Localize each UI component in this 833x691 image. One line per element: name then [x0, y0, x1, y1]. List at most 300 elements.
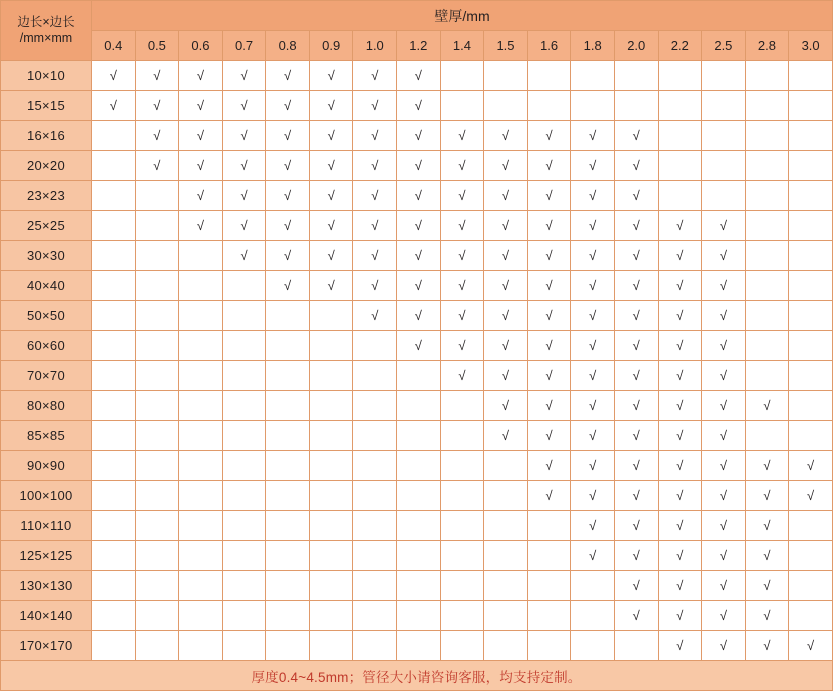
availability-cell-empty	[179, 331, 223, 361]
availability-cell-available	[397, 331, 441, 361]
availability-cell-empty	[789, 241, 833, 271]
availability-cell-empty	[92, 421, 136, 451]
availability-cell-empty	[135, 451, 179, 481]
check-icon: √	[632, 368, 640, 383]
availability-cell-empty	[222, 631, 266, 661]
availability-cell-available	[614, 181, 658, 211]
availability-cell-empty	[527, 631, 571, 661]
availability-cell-available	[571, 451, 615, 481]
table-row	[1, 451, 833, 481]
availability-cell-available	[658, 571, 702, 601]
check-icon: √	[414, 308, 422, 323]
check-icon: √	[676, 308, 684, 323]
availability-cell-empty	[309, 571, 353, 601]
availability-cell-available	[702, 421, 746, 451]
availability-cell-empty	[266, 631, 310, 661]
availability-cell-empty	[397, 391, 441, 421]
availability-cell-empty	[135, 571, 179, 601]
table-row	[1, 631, 833, 661]
check-icon: √	[589, 278, 597, 293]
check-icon: √	[676, 248, 684, 263]
check-icon: √	[458, 158, 466, 173]
check-icon: √	[545, 278, 553, 293]
check-icon: √	[327, 68, 335, 83]
availability-cell-empty	[440, 511, 484, 541]
check-icon: √	[109, 68, 117, 83]
check-icon: √	[458, 188, 466, 203]
availability-cell-empty	[745, 211, 789, 241]
availability-cell-empty	[179, 271, 223, 301]
check-icon: √	[545, 248, 553, 263]
availability-cell-available	[614, 571, 658, 601]
check-icon: √	[763, 398, 771, 413]
availability-cell-available	[702, 241, 746, 271]
availability-cell-empty	[222, 601, 266, 631]
availability-cell-available	[222, 61, 266, 91]
availability-cell-empty	[527, 571, 571, 601]
availability-cell-available	[702, 541, 746, 571]
row-header-size: 30×30	[1, 241, 92, 271]
availability-cell-empty	[702, 151, 746, 181]
check-icon: √	[719, 638, 727, 653]
availability-cell-available	[222, 151, 266, 181]
availability-cell-empty	[745, 181, 789, 211]
row-header-size: 16×16	[1, 121, 92, 151]
availability-cell-empty	[222, 481, 266, 511]
check-icon: √	[327, 128, 335, 143]
table-body	[1, 61, 833, 661]
availability-cell-empty	[266, 421, 310, 451]
thickness-column-header: 0.7	[222, 31, 266, 61]
availability-cell-available	[702, 481, 746, 511]
availability-cell-available	[135, 121, 179, 151]
check-icon: √	[501, 428, 510, 443]
check-icon: √	[545, 488, 553, 503]
check-icon: √	[153, 98, 161, 113]
check-icon: √	[240, 128, 248, 143]
row-header-size: 110×110	[1, 511, 92, 541]
row-header-size: 80×80	[1, 391, 92, 421]
availability-cell-empty	[222, 391, 266, 421]
row-header-size: 60×60	[1, 331, 92, 361]
check-icon: √	[327, 158, 335, 173]
check-icon: √	[371, 68, 379, 83]
availability-cell-available	[527, 151, 571, 181]
availability-cell-empty	[353, 601, 397, 631]
availability-cell-empty	[266, 451, 310, 481]
check-icon: √	[545, 218, 553, 233]
check-icon: √	[676, 518, 684, 533]
availability-cell-empty	[222, 571, 266, 601]
availability-cell-empty	[92, 241, 136, 271]
availability-cell-available	[702, 511, 746, 541]
availability-cell-empty	[789, 601, 833, 631]
row-header-size: 70×70	[1, 361, 92, 391]
availability-cell-available	[222, 211, 266, 241]
thickness-column-header: 0.6	[179, 31, 223, 61]
check-icon: √	[501, 338, 510, 353]
availability-cell-available	[484, 181, 528, 211]
availability-cell-available	[571, 391, 615, 421]
availability-cell-empty	[745, 121, 789, 151]
check-icon: √	[153, 128, 161, 143]
availability-cell-available	[658, 361, 702, 391]
availability-cell-available	[571, 271, 615, 301]
availability-cell-available	[614, 121, 658, 151]
availability-cell-empty	[353, 541, 397, 571]
availability-cell-available	[614, 391, 658, 421]
availability-cell-available	[92, 91, 136, 121]
check-icon: √	[240, 188, 248, 203]
check-icon: √	[414, 128, 422, 143]
table-row	[1, 241, 833, 271]
availability-cell-available	[527, 211, 571, 241]
check-icon: √	[589, 488, 597, 503]
availability-cell-available	[484, 361, 528, 391]
availability-cell-available	[702, 601, 746, 631]
availability-cell-available	[266, 211, 310, 241]
row-header-size: 100×100	[1, 481, 92, 511]
check-icon: √	[589, 428, 597, 443]
availability-cell-empty	[179, 391, 223, 421]
availability-cell-available	[484, 151, 528, 181]
check-icon: √	[284, 128, 292, 143]
table-row	[1, 211, 833, 241]
check-icon: √	[327, 278, 335, 293]
check-icon: √	[240, 158, 248, 173]
availability-cell-empty	[353, 631, 397, 661]
check-icon: √	[240, 98, 248, 113]
thickness-column-header: 1.4	[440, 31, 484, 61]
check-icon: √	[545, 128, 553, 143]
availability-cell-empty	[222, 301, 266, 331]
availability-cell-empty	[135, 301, 179, 331]
availability-cell-available	[571, 211, 615, 241]
check-icon: √	[284, 218, 292, 233]
availability-cell-available	[745, 451, 789, 481]
availability-cell-empty	[222, 361, 266, 391]
availability-cell-available	[702, 571, 746, 601]
row-header-size: 85×85	[1, 421, 92, 451]
availability-cell-available	[527, 451, 571, 481]
availability-cell-available	[397, 211, 441, 241]
availability-cell-available	[658, 541, 702, 571]
check-icon: √	[632, 158, 640, 173]
availability-cell-available	[440, 271, 484, 301]
availability-cell-empty	[789, 421, 833, 451]
availability-cell-empty	[484, 91, 528, 121]
corner-header-line2: /mm×mm	[19, 30, 73, 45]
check-icon: √	[458, 278, 466, 293]
check-icon: √	[676, 398, 684, 413]
check-icon: √	[632, 338, 640, 353]
check-icon: √	[371, 308, 379, 323]
availability-cell-available	[702, 211, 746, 241]
availability-cell-empty	[309, 601, 353, 631]
availability-cell-available	[527, 331, 571, 361]
availability-cell-empty	[353, 571, 397, 601]
check-icon: √	[676, 458, 684, 473]
check-icon: √	[240, 218, 248, 233]
availability-cell-empty	[353, 361, 397, 391]
check-icon: √	[632, 488, 640, 503]
availability-cell-available	[527, 481, 571, 511]
availability-cell-empty	[397, 571, 441, 601]
availability-cell-empty	[527, 91, 571, 121]
check-icon: √	[719, 398, 727, 413]
availability-cell-available	[266, 91, 310, 121]
availability-cell-empty	[135, 511, 179, 541]
table-row	[1, 361, 833, 391]
availability-cell-available	[571, 301, 615, 331]
check-icon: √	[371, 98, 379, 113]
availability-cell-empty	[92, 631, 136, 661]
thickness-column-header: 3.0	[789, 31, 833, 61]
availability-cell-empty	[135, 361, 179, 391]
availability-cell-empty	[309, 421, 353, 451]
availability-cell-available	[614, 421, 658, 451]
check-icon: √	[327, 218, 335, 233]
availability-cell-available	[658, 631, 702, 661]
availability-cell-empty	[179, 511, 223, 541]
check-icon: √	[545, 458, 553, 473]
availability-cell-available	[614, 481, 658, 511]
availability-cell-empty	[266, 541, 310, 571]
availability-cell-empty	[179, 601, 223, 631]
check-icon: √	[632, 578, 640, 593]
availability-cell-empty	[440, 451, 484, 481]
row-header-size: 50×50	[1, 301, 92, 331]
availability-cell-available	[745, 541, 789, 571]
availability-cell-available	[179, 91, 223, 121]
availability-cell-available	[135, 151, 179, 181]
availability-cell-empty	[222, 331, 266, 361]
availability-cell-available	[571, 541, 615, 571]
availability-cell-empty	[309, 391, 353, 421]
availability-cell-available	[440, 121, 484, 151]
availability-cell-empty	[484, 511, 528, 541]
availability-cell-empty	[440, 91, 484, 121]
availability-cell-available	[222, 91, 266, 121]
availability-cell-empty	[309, 361, 353, 391]
availability-cell-empty	[92, 391, 136, 421]
check-icon: √	[284, 158, 292, 173]
availability-cell-available	[397, 61, 441, 91]
check-icon: √	[153, 158, 161, 173]
availability-cell-empty	[440, 391, 484, 421]
table-row	[1, 301, 833, 331]
check-icon: √	[632, 218, 640, 233]
check-icon: √	[676, 428, 684, 443]
availability-cell-available	[658, 511, 702, 541]
check-icon: √	[153, 68, 161, 83]
availability-cell-empty	[745, 61, 789, 91]
availability-cell-available	[702, 301, 746, 331]
availability-cell-empty	[745, 91, 789, 121]
availability-cell-empty	[702, 91, 746, 121]
availability-cell-empty	[353, 451, 397, 481]
check-icon: √	[545, 368, 553, 383]
check-icon: √	[719, 368, 727, 383]
thickness-column-header: 0.9	[309, 31, 353, 61]
availability-cell-empty	[179, 631, 223, 661]
availability-cell-empty	[397, 601, 441, 631]
table-footer	[1, 661, 833, 691]
availability-cell-available	[745, 601, 789, 631]
availability-cell-available	[571, 511, 615, 541]
check-icon: √	[458, 218, 466, 233]
availability-cell-empty	[92, 211, 136, 241]
availability-cell-empty	[92, 271, 136, 301]
availability-cell-available	[484, 331, 528, 361]
availability-cell-available	[702, 361, 746, 391]
availability-cell-available	[484, 301, 528, 331]
check-icon: √	[589, 458, 597, 473]
availability-cell-available	[745, 631, 789, 661]
availability-cell-available	[789, 451, 833, 481]
availability-cell-available	[702, 391, 746, 421]
check-icon: √	[719, 338, 727, 353]
availability-cell-empty	[397, 421, 441, 451]
check-icon: √	[501, 188, 510, 203]
availability-cell-available	[614, 301, 658, 331]
table-row	[1, 421, 833, 451]
availability-cell-available	[222, 121, 266, 151]
availability-cell-empty	[135, 391, 179, 421]
availability-cell-available	[527, 421, 571, 451]
availability-cell-empty	[702, 61, 746, 91]
availability-cell-available	[440, 241, 484, 271]
availability-cell-available	[658, 421, 702, 451]
check-icon: √	[458, 128, 466, 143]
availability-cell-available	[658, 601, 702, 631]
check-icon: √	[501, 368, 510, 383]
availability-cell-empty	[309, 301, 353, 331]
availability-cell-available	[309, 121, 353, 151]
check-icon: √	[719, 218, 727, 233]
availability-cell-available	[571, 361, 615, 391]
availability-cell-available	[702, 631, 746, 661]
availability-cell-empty	[789, 211, 833, 241]
availability-cell-empty	[397, 361, 441, 391]
availability-cell-empty	[266, 301, 310, 331]
availability-cell-available	[614, 211, 658, 241]
availability-cell-empty	[745, 421, 789, 451]
check-icon: √	[414, 188, 422, 203]
check-icon: √	[807, 488, 815, 503]
availability-cell-empty	[789, 361, 833, 391]
check-icon: √	[414, 278, 422, 293]
thickness-column-header: 0.8	[266, 31, 310, 61]
availability-cell-available	[179, 151, 223, 181]
check-icon: √	[632, 308, 640, 323]
availability-cell-available	[397, 181, 441, 211]
check-icon: √	[327, 248, 335, 263]
availability-cell-available	[527, 181, 571, 211]
availability-cell-empty	[266, 601, 310, 631]
thickness-column-header: 1.2	[397, 31, 441, 61]
availability-cell-empty	[309, 511, 353, 541]
availability-cell-empty	[745, 271, 789, 301]
table-header-row-top	[1, 1, 833, 31]
table-row	[1, 181, 833, 211]
availability-cell-available	[571, 181, 615, 211]
check-icon: √	[632, 518, 640, 533]
check-icon: √	[632, 458, 640, 473]
check-icon: √	[676, 548, 684, 563]
table-row	[1, 541, 833, 571]
check-icon: √	[545, 158, 553, 173]
check-icon: √	[676, 488, 684, 503]
check-icon: √	[719, 308, 727, 323]
check-icon: √	[545, 308, 553, 323]
availability-cell-empty	[484, 61, 528, 91]
check-icon: √	[371, 188, 379, 203]
table-footer-row	[1, 661, 833, 691]
availability-cell-empty	[222, 511, 266, 541]
availability-cell-empty	[484, 451, 528, 481]
availability-cell-available	[614, 331, 658, 361]
availability-cell-empty	[397, 631, 441, 661]
check-icon: √	[196, 68, 205, 83]
availability-cell-available	[614, 241, 658, 271]
availability-cell-available	[527, 391, 571, 421]
availability-cell-available	[440, 151, 484, 181]
check-icon: √	[414, 338, 422, 353]
check-icon: √	[807, 638, 815, 653]
availability-cell-available	[266, 61, 310, 91]
check-icon: √	[763, 548, 771, 563]
availability-cell-empty	[440, 541, 484, 571]
check-icon: √	[371, 158, 379, 173]
availability-cell-available	[527, 121, 571, 151]
availability-cell-available	[614, 151, 658, 181]
availability-cell-empty	[745, 331, 789, 361]
availability-cell-empty	[789, 511, 833, 541]
check-icon: √	[589, 128, 597, 143]
availability-cell-available	[527, 361, 571, 391]
check-icon: √	[632, 428, 640, 443]
availability-cell-available	[571, 421, 615, 451]
table-row	[1, 511, 833, 541]
availability-cell-available	[658, 241, 702, 271]
check-icon: √	[327, 98, 335, 113]
availability-cell-available	[353, 121, 397, 151]
availability-cell-empty	[309, 541, 353, 571]
row-header-size: 10×10	[1, 61, 92, 91]
availability-cell-empty	[484, 601, 528, 631]
availability-cell-empty	[135, 181, 179, 211]
check-icon: √	[676, 578, 684, 593]
availability-cell-empty	[614, 61, 658, 91]
availability-cell-available	[658, 451, 702, 481]
check-icon: √	[196, 128, 205, 143]
check-icon: √	[763, 638, 771, 653]
availability-cell-empty	[92, 481, 136, 511]
availability-cell-available	[353, 301, 397, 331]
availability-cell-available	[571, 121, 615, 151]
availability-cell-available	[179, 61, 223, 91]
check-icon: √	[719, 278, 727, 293]
availability-cell-empty	[789, 331, 833, 361]
availability-cell-empty	[222, 421, 266, 451]
availability-cell-empty	[658, 121, 702, 151]
availability-cell-available	[484, 391, 528, 421]
check-icon: √	[371, 128, 379, 143]
availability-cell-empty	[92, 181, 136, 211]
table-header	[1, 1, 833, 61]
check-icon: √	[458, 308, 466, 323]
